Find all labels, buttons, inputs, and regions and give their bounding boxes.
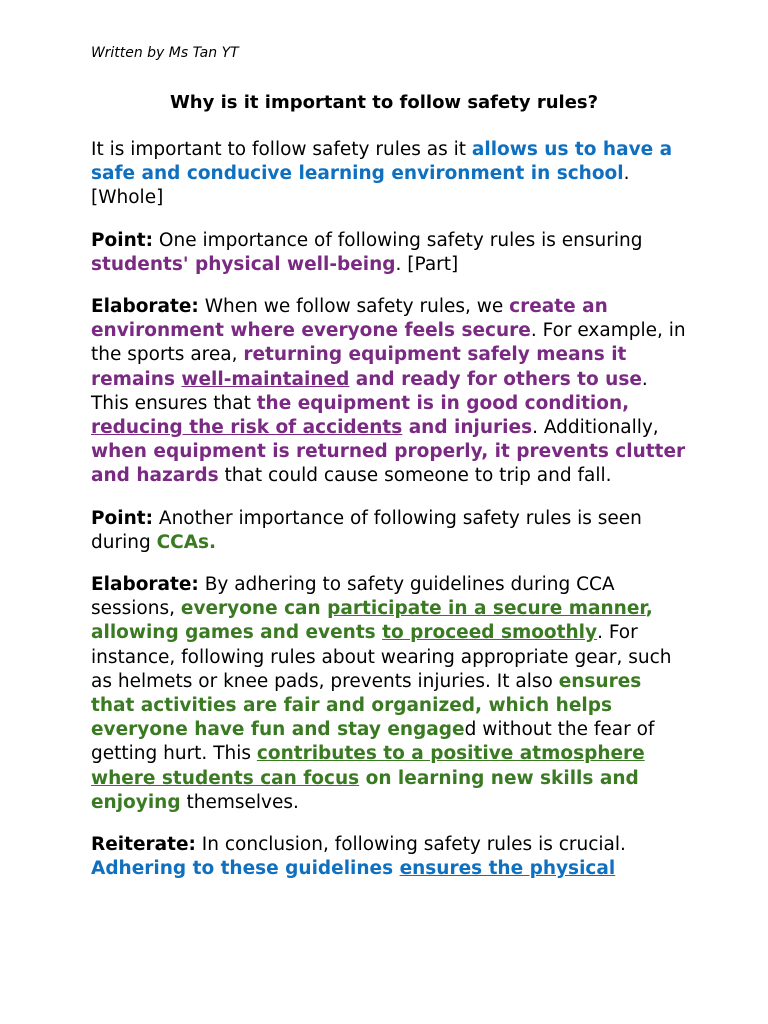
highlight-run: the equipment is in good condition, xyxy=(256,392,630,414)
paragraph-label: Point: xyxy=(91,229,154,251)
text-run: . For example, in the sports area, xyxy=(91,320,686,366)
author-line: Written by Ms Tan YT xyxy=(91,45,239,61)
underlined-highlight-run: well-maintained xyxy=(181,368,350,390)
paragraph-label: Elaborate: xyxy=(91,296,199,318)
highlight-run: when equipment is returned properly, it prevents clutter and hazards xyxy=(91,441,686,487)
text-run: d without the fear of getting hurt. This xyxy=(91,719,655,765)
underlined-highlight-run: contributes to a positive atmosphere where students can focus xyxy=(91,743,645,789)
text-run: . For instance, following rules about wearing appropriate gear, such as helmets or knee pads, prevents injuries. It also xyxy=(91,622,672,692)
highlight-run: allows us to have a safe and conducive learning environment in school xyxy=(91,139,673,185)
paragraph-label: Reiterate: xyxy=(91,834,196,856)
highlight-run: Adhering to these guidelines xyxy=(91,858,400,880)
highlight-run: and injuries xyxy=(402,417,533,439)
highlight-run: ensures that activities are fair and organized, which helps everyone have fun and stay engage xyxy=(91,670,642,741)
point-paragraph-1 xyxy=(91,229,691,277)
text-run: that could cause someone to trip and fall. xyxy=(218,465,612,487)
highlight-run: students' physical well-being xyxy=(91,253,396,275)
text-run: It is important to follow safety rules as it xyxy=(91,139,472,160)
highlight-run: , allowing games and events xyxy=(91,598,653,644)
elaborate-paragraph-1 xyxy=(91,295,691,489)
text-run: Another importance of following safety rules is seen during xyxy=(91,507,642,553)
paragraph-label: Elaborate: xyxy=(91,574,199,596)
paragraph-label: Point: xyxy=(91,507,154,529)
underlined-highlight-run: to proceed smoothly xyxy=(382,622,598,644)
intro-paragraph xyxy=(91,138,691,211)
essay-body xyxy=(91,138,691,899)
highlight-run: create an environment where everyone feels secure xyxy=(91,296,608,342)
point-paragraph-2 xyxy=(91,507,691,555)
underlined-highlight-run: reducing the risk of accidents xyxy=(91,417,403,439)
text-run: . [Whole] xyxy=(91,163,630,209)
elaborate-paragraph-2 xyxy=(91,573,691,815)
highlight-run: everyone can xyxy=(180,598,328,620)
highlight-run: on learning new skills and enjoying xyxy=(91,767,639,813)
highlight-run: returning equipment safely means it remains xyxy=(91,344,627,390)
underlined-highlight-run: ensures the physical xyxy=(399,858,616,880)
text-run: By adhering to safety guidelines during CCA sessions, xyxy=(91,574,615,620)
page-title: Why is it important to follow safety rules? xyxy=(169,92,599,113)
underlined-highlight-run: participate in a secure manner xyxy=(327,598,646,620)
highlight-run: CCAs. xyxy=(156,531,217,553)
text-run: themselves. xyxy=(180,791,299,813)
reiterate-paragraph xyxy=(91,833,691,881)
text-run: . Additionally, xyxy=(532,417,659,439)
text-run: In conclusion, following safety rules is crucial. xyxy=(195,834,626,856)
text-run: . This ensures that xyxy=(91,368,648,414)
text-run: When we follow safety rules, we xyxy=(198,296,510,318)
text-run: One importance of following safety rules is ensuring xyxy=(153,229,643,251)
highlight-run: and ready for others to use xyxy=(349,368,642,390)
text-run: . [Part] xyxy=(395,253,459,275)
